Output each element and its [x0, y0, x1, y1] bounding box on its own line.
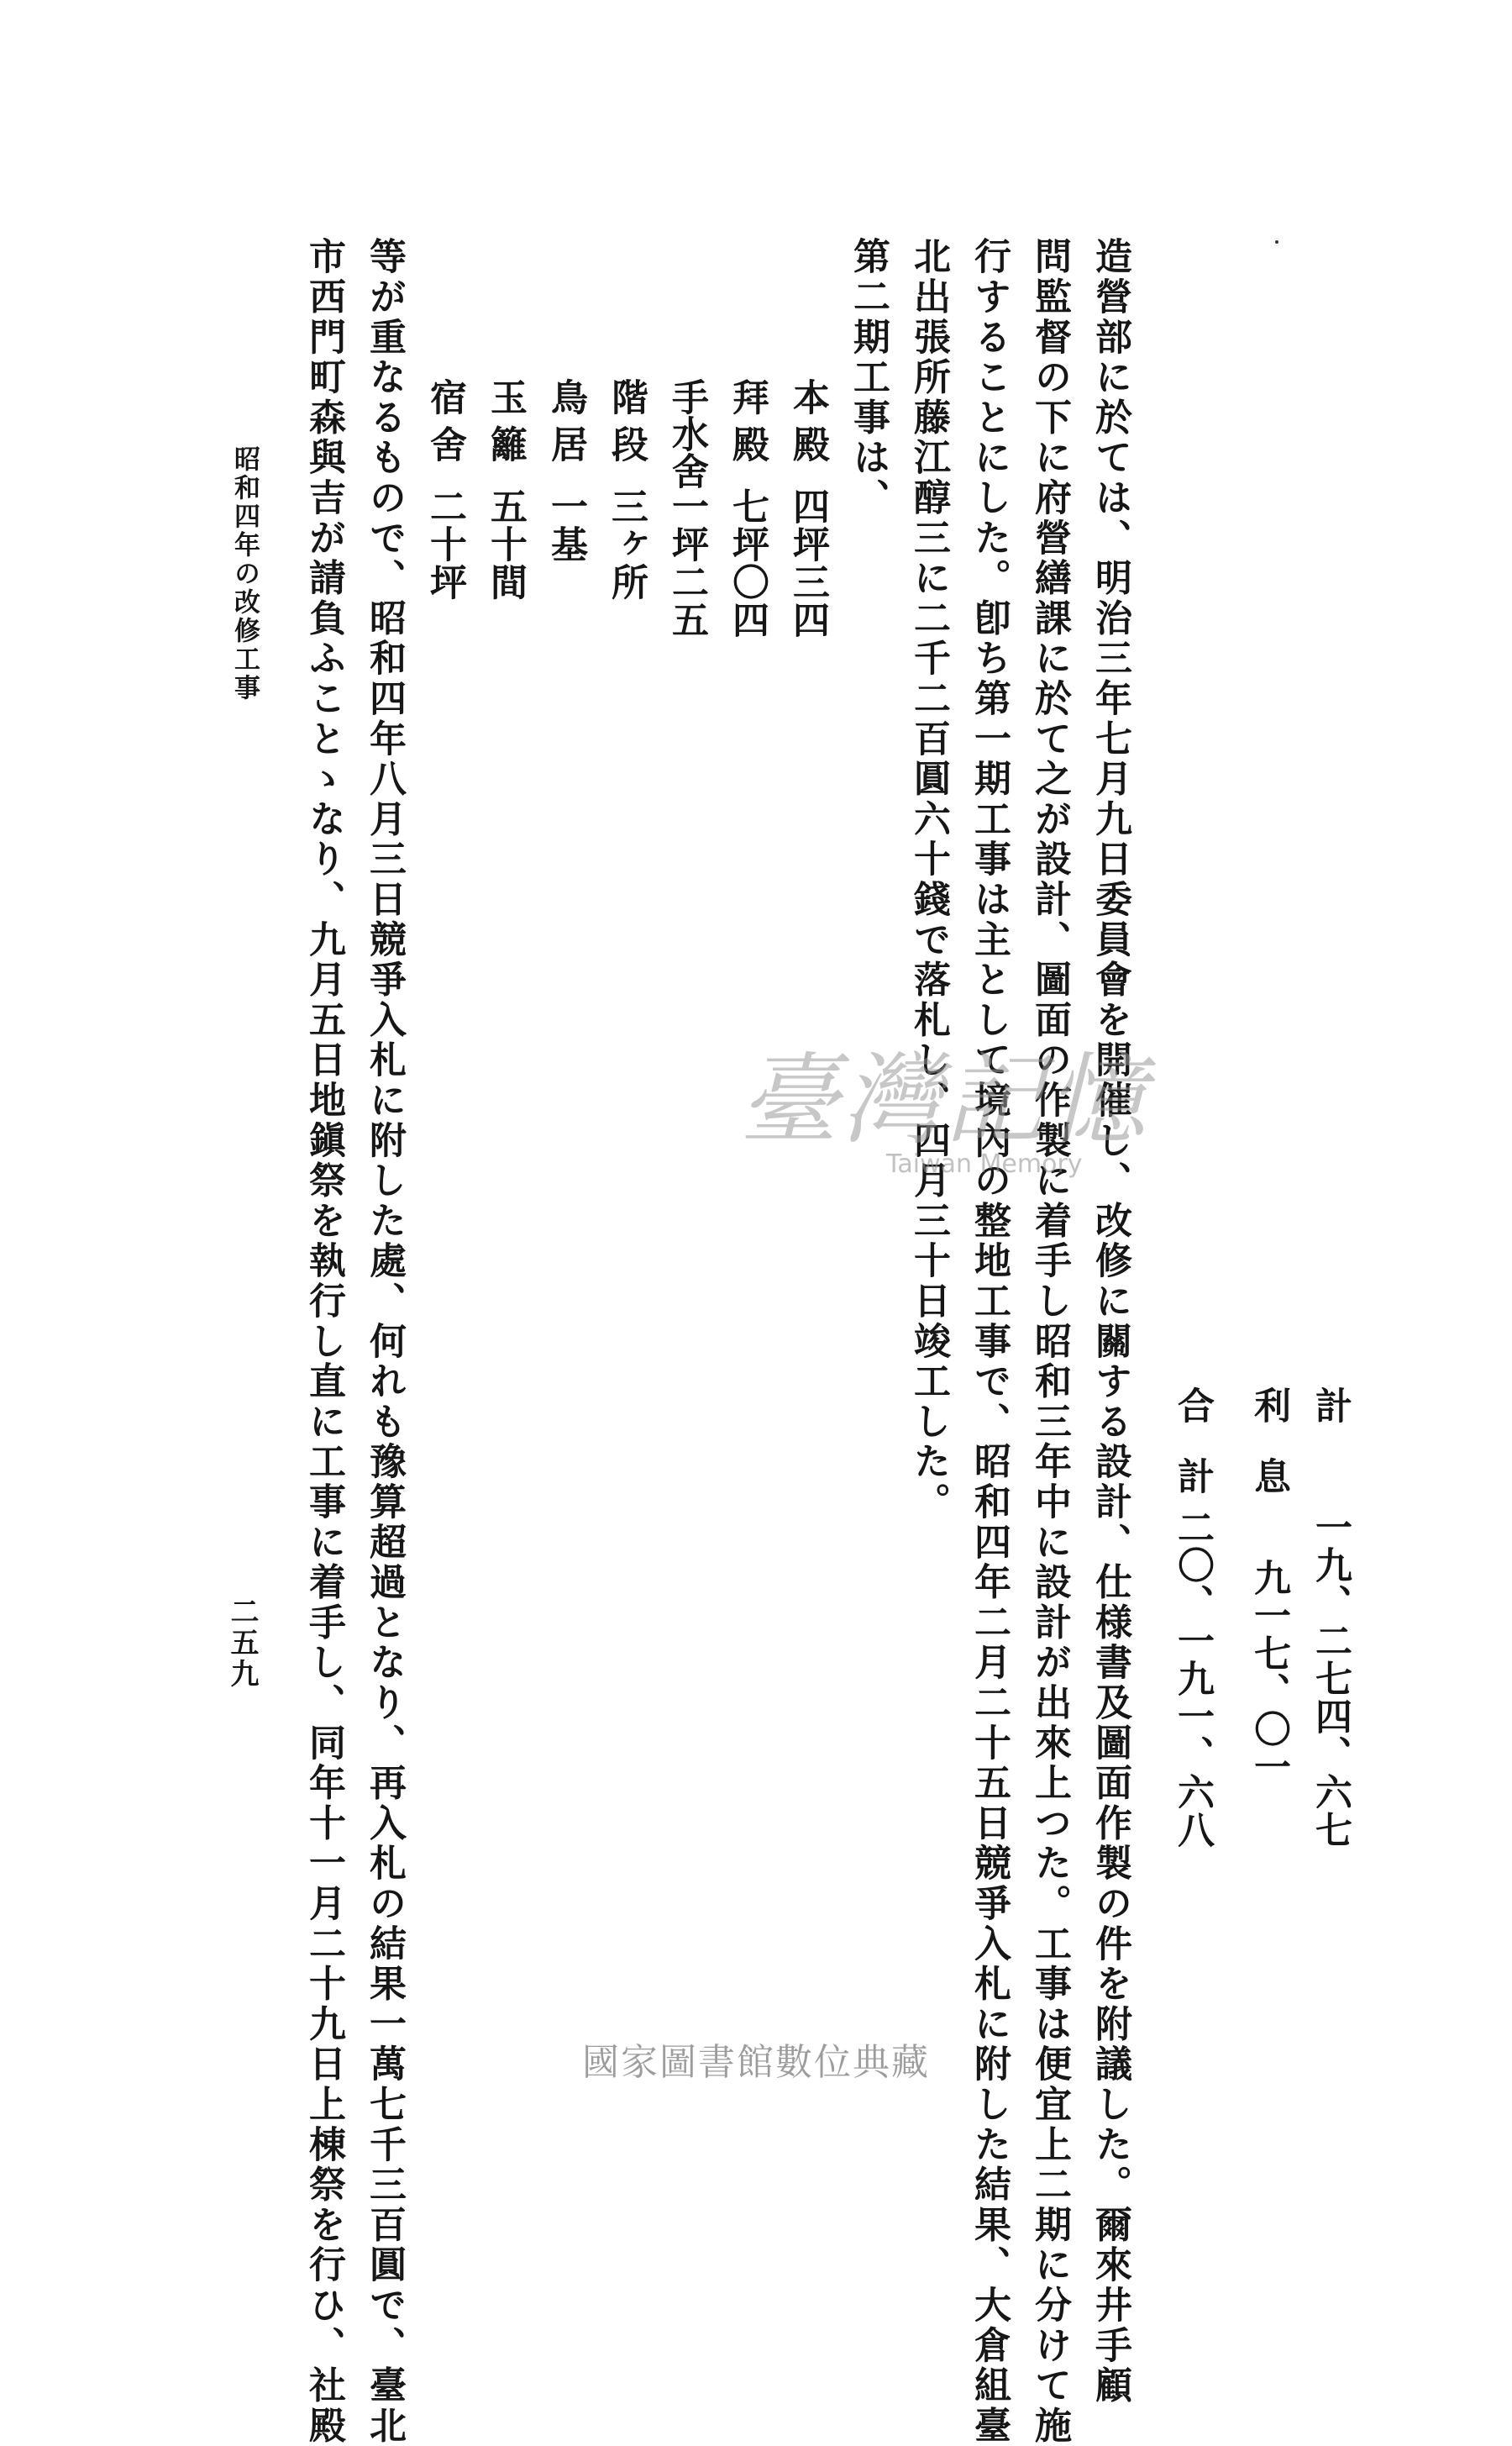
watermark-latin-text: Taiwan Memory — [886, 1149, 1083, 1179]
item-qty: 五十間 — [484, 487, 527, 601]
item-qty: 二十坪 — [423, 487, 466, 601]
item-name: 階段 — [605, 378, 648, 472]
item-name: 玉籬 — [484, 378, 527, 472]
summary-value-grand-total: 二〇、一九一、六八 — [1171, 1508, 1214, 1849]
item-qty: 四坪三四 — [786, 487, 829, 639]
phase-2-intro: 第二期工事は、 — [847, 237, 890, 518]
watermark-characters: 臺灣記憶 — [739, 1042, 1150, 1158]
item-qty: 一坪二五 — [665, 487, 708, 639]
item-qty: 一基 — [544, 487, 587, 563]
footer-digitization-mark: 國家圖書館數位典藏 — [582, 2041, 930, 2084]
summary-label-interest: 利息 — [1247, 1386, 1290, 1528]
item-qty: 三ヶ所 — [605, 487, 648, 601]
summary-value-interest: 九一七、〇一 — [1247, 1559, 1290, 1786]
paragraph-2-line-1: 等が重なるもので、昭和四年八月三日競爭入札に附した處、何れも豫算超過となり、再入札の結果一萬七千三百圓で、臺北 — [363, 237, 406, 2446]
page-number: 二五九 — [225, 1596, 259, 1690]
item-name: 宿舍 — [423, 378, 466, 472]
paragraph-1-line-3: 行することにした。卽ち第一期工事は主として境內の整地工事で、昭和四年二月二十五日競爭入札に附した結果、大倉組臺 — [968, 237, 1011, 2446]
paragraph-1-line-1: 造營部に於ては、明治三年七月九日委員會を開催し、改修に關する設計、仕様書及圖面作製の件を附議した。爾來井手顧 — [1089, 237, 1131, 2407]
paragraph-1-line-4: 北出張所藤江醇三に二千二百圓六十錢で落札し、四月三十日竣工した。 — [907, 237, 950, 1523]
ink-speck — [1275, 240, 1278, 244]
summary-value-total: 一九、二七四、六七 — [1309, 1508, 1352, 1849]
item-name: 本殿 — [786, 378, 829, 472]
running-title: 昭和四年の改修工事 — [229, 445, 260, 702]
summary-label-total: 計 — [1309, 1386, 1352, 1457]
paragraph-1-line-2: 問監督の下に府營繕課に於て之が設計、圖面の作製に着手し昭和三年中に設計が出來上つた。工事は便宜上二期に分けて施 — [1028, 237, 1071, 2446]
summary-label-grand-total: 合計 — [1171, 1386, 1214, 1528]
item-name: 手水舍 — [665, 378, 708, 489]
item-qty: 七坪〇四 — [726, 487, 769, 639]
item-name: 拜殿 — [726, 378, 769, 472]
item-name: 鳥居 — [544, 378, 587, 472]
paragraph-2-line-2: 市西門町森與吉が請負ふことゝなり、九月五日地鎭祭を執行し直に工事に着手し、同年十一月二十九日上棟祭を行ひ、社殿 — [302, 237, 345, 2446]
